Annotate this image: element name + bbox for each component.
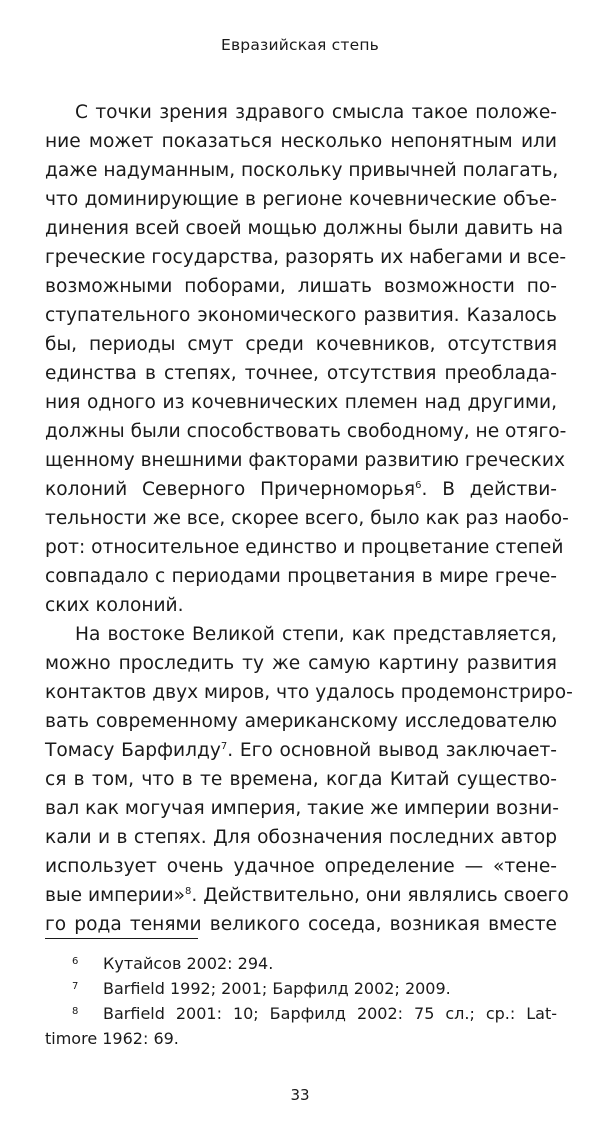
footnote-ref-6[interactable]: 6 bbox=[415, 480, 422, 491]
text-line: даже надуманным, поскольку привычней полагать, bbox=[45, 160, 559, 181]
footnote-ref-8[interactable]: 8 bbox=[185, 886, 192, 897]
text-line: го рода тенями великого соседа, возникая вместе bbox=[45, 914, 557, 935]
text-segment: . Действительно, они являлись своего bbox=[191, 885, 569, 906]
text-segment: . Его основной вывод заключает- bbox=[227, 740, 557, 761]
text-line: ние может показаться несколько непонятным или bbox=[45, 131, 557, 152]
text-line: совпадало с периодами процветания в мире грече- bbox=[45, 566, 557, 587]
text-line: ния одного из кочевнических племен над другими, bbox=[45, 392, 557, 413]
text-line-with-footnote-ref bbox=[45, 881, 569, 910]
text-segment: вые империи» bbox=[45, 885, 186, 906]
text-line: бы, периоды смут среди кочевников, отсутствия bbox=[45, 334, 557, 355]
text-line-with-footnote-ref bbox=[45, 475, 557, 504]
text-line: должны были способствовать свободному, не отяго- bbox=[45, 421, 567, 442]
text-line: щенному внешними факторами развитию греческих bbox=[45, 450, 565, 471]
text-segment: Томасу Барфилду bbox=[45, 740, 221, 761]
text-line: вал как могучая империя, такие же империи возни- bbox=[45, 798, 559, 819]
footnote-number: 6 bbox=[72, 956, 79, 967]
text-line: динения всей своей мощью должны были давить на bbox=[45, 218, 564, 239]
text-line: ступательного экономического развития. Казалось bbox=[45, 305, 557, 326]
text-line: использует очень удачное определение — «тене- bbox=[45, 856, 557, 877]
text-line: возможными поборами, лишать возможности по- bbox=[45, 276, 557, 297]
main-text bbox=[45, 98, 573, 939]
footnote-text: timore 1962: 69. bbox=[45, 1029, 179, 1048]
footnotes bbox=[45, 951, 557, 1051]
text-line: ских колоний. bbox=[45, 595, 184, 616]
text-line: контактов двух миров, что удалось продемонстриро- bbox=[45, 682, 573, 703]
footnote-6 bbox=[45, 951, 557, 976]
footnote-divider bbox=[45, 938, 198, 939]
text-line: тельности же все, скорее всего, было как раз наобо- bbox=[45, 508, 569, 529]
text-line: рот: относительное единство и процветание степей bbox=[45, 537, 564, 558]
text-line: можно проследить ту же самую картину развития bbox=[45, 653, 557, 674]
page-number: 33 bbox=[290, 1086, 310, 1104]
footnote-7 bbox=[45, 976, 557, 1001]
footnote-text: Barfield 2001: 10; Барфилд 2002: 75 сл.; ср.: Lat- bbox=[103, 1004, 557, 1023]
text-line: единства в степях, точнее, отсутствия преоблада- bbox=[45, 363, 557, 384]
footnote-text: Кутайсов 2002: 294. bbox=[103, 954, 274, 973]
text-line: ся в том, что в те времена, когда Китай существо- bbox=[45, 769, 557, 790]
text-segment: колоний Северного Причерноморья bbox=[45, 479, 416, 500]
text-line: что доминирующие в регионе кочевнические объе- bbox=[45, 189, 557, 210]
running-header: Евразийская степь bbox=[220, 36, 380, 54]
footnote-8 bbox=[45, 1001, 557, 1026]
footnote-number: 8 bbox=[72, 1006, 79, 1017]
text-line: С точки зрения здравого смысла такое положе- bbox=[75, 102, 557, 123]
footnote-8-continuation bbox=[45, 1026, 557, 1051]
footnote-text: Barfield 1992; 2001; Барфилд 2002; 2009. bbox=[103, 979, 451, 998]
footnote-number: 7 bbox=[72, 981, 79, 992]
text-segment: . В действи- bbox=[421, 479, 557, 500]
text-line: кали и в степях. Для обозначения последних автор bbox=[45, 827, 557, 848]
text-line: греческие государства, разорять их набегами и все- bbox=[45, 247, 567, 268]
footnote-ref-7[interactable]: 7 bbox=[220, 741, 228, 752]
text-line-with-footnote-ref bbox=[45, 736, 557, 765]
text-line: вать современному американскому исследователю bbox=[45, 711, 557, 732]
text-line: На востоке Великой степи, как представляется, bbox=[75, 624, 557, 645]
